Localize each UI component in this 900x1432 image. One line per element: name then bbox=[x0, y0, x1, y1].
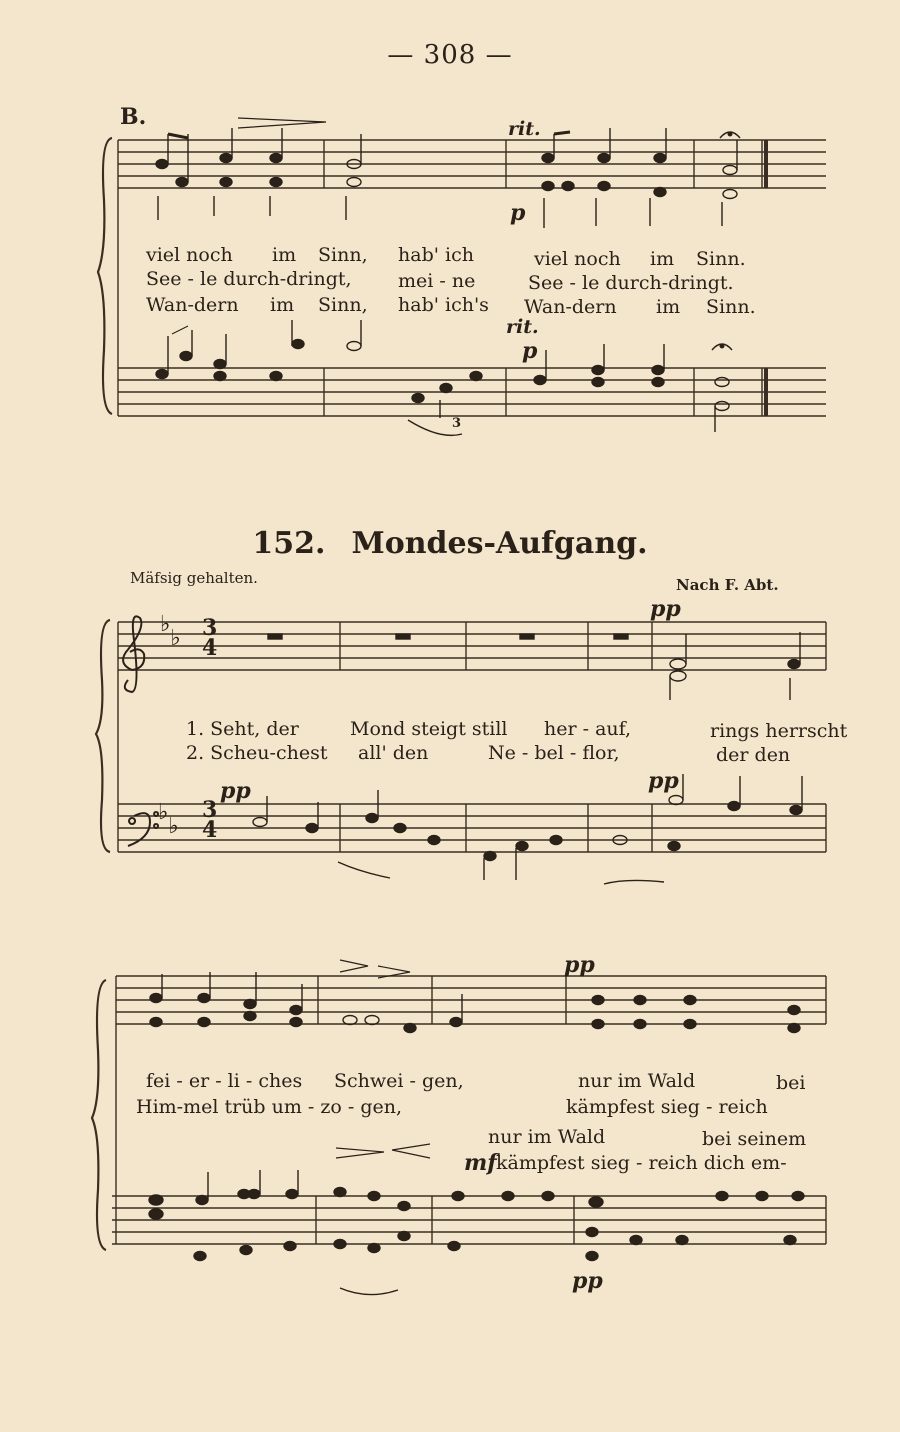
lyric-3-1: Wan-dern bbox=[146, 294, 239, 316]
lower-voice-line2-1: kämpfest sieg - reich dich em- bbox=[496, 1152, 787, 1174]
lyric-1-2: im bbox=[272, 244, 297, 266]
time-sig-bottom: 4 bbox=[202, 635, 218, 661]
key-signature-treble: ♭♭ bbox=[160, 612, 181, 651]
lyric-3-5: Wan-dern bbox=[524, 296, 617, 318]
verse2-lyric-1: 2. Scheu-chest bbox=[186, 742, 328, 764]
tempo-marking: Mäfsig gehalten. bbox=[130, 569, 258, 587]
section-label: B. bbox=[120, 104, 147, 130]
time-sig-top-bass: 3 bbox=[202, 797, 218, 823]
lyric-1-6: im bbox=[650, 248, 675, 270]
lyric-3-3: Sinn, bbox=[318, 294, 368, 316]
rit-mark-1: rit. bbox=[508, 118, 541, 140]
lyric-1-5: viel noch bbox=[534, 248, 621, 270]
stanza2-line2-2: kämpfest sieg - reich bbox=[566, 1096, 768, 1118]
dynamic-p-1: p bbox=[510, 200, 526, 226]
stanza2-line1-3: nur im Wald bbox=[578, 1070, 696, 1092]
dynamic-pp-1: pp bbox=[650, 596, 681, 622]
lyric-3-2: im bbox=[270, 294, 295, 316]
lyric-1-4: hab' ich bbox=[398, 244, 474, 266]
verse1-lyric-2: Mond steigt still bbox=[350, 718, 508, 740]
lyric-3-7: Sinn. bbox=[706, 296, 756, 318]
lyric-1-3: Sinn, bbox=[318, 244, 368, 266]
lyric-2-2: mei - ne bbox=[398, 270, 476, 292]
time-sig-top: 3 bbox=[202, 615, 218, 641]
song-name: Mondes-Aufgang. bbox=[351, 526, 648, 561]
verse1-lyric-1: 1. Seht, der bbox=[186, 718, 299, 740]
lyric-2-1: See - le durch-dringt, bbox=[146, 268, 352, 290]
lyric-1-7: Sinn. bbox=[696, 248, 746, 270]
dynamic-pp-3: pp bbox=[648, 768, 679, 794]
stanza2-line1-1: fei - er - li - ches bbox=[146, 1070, 303, 1092]
notes-system1-bottom bbox=[156, 320, 732, 435]
lower-voice-line1-1: nur im Wald bbox=[488, 1126, 606, 1148]
notes-system3-upper bbox=[150, 960, 800, 1033]
staff-system3-upper bbox=[116, 976, 826, 1024]
staff-system3-lower bbox=[112, 1196, 826, 1244]
rit-mark-2: rit. bbox=[506, 316, 539, 338]
key-signature-bass: ♭♭ bbox=[158, 800, 179, 839]
lyric-1-1: viel noch bbox=[146, 244, 233, 266]
page-number: — 308 — bbox=[387, 40, 513, 70]
song-title bbox=[0, 526, 900, 561]
verse1-lyric-3: her - auf, bbox=[544, 718, 632, 740]
stanza2-line1-4: bei bbox=[776, 1072, 806, 1094]
verse2-lyric-3: Ne - bel - flor, bbox=[488, 742, 620, 764]
lyric-3-6: im bbox=[656, 296, 681, 318]
staff-song-bass bbox=[118, 804, 826, 852]
time-sig-bottom-bass: 4 bbox=[202, 817, 218, 843]
dynamic-pp-4: pp bbox=[564, 952, 595, 978]
stems-system1-lower-voice bbox=[158, 196, 722, 228]
staff-song-treble bbox=[118, 622, 826, 670]
song-treble-clef bbox=[123, 616, 144, 692]
dynamic-pp-5: pp bbox=[572, 1268, 603, 1294]
lyric-2-3: See - le durch-dringt. bbox=[528, 272, 734, 294]
verse1-lyric-4: rings herrscht bbox=[710, 720, 848, 742]
stanza2-line2-1: Him-mel trüb um - zo - gen, bbox=[136, 1096, 402, 1118]
system-braces bbox=[92, 138, 112, 1250]
decrescendo-hairpin bbox=[238, 118, 326, 128]
dynamic-pp-2: pp bbox=[220, 778, 251, 804]
dynamic-p-2: p bbox=[522, 338, 538, 364]
lyric-3-4: hab' ich's bbox=[398, 294, 489, 316]
composer-credit: Nach F. Abt. bbox=[676, 576, 779, 594]
verse2-lyric-2: all' den bbox=[358, 742, 429, 764]
dynamic-mf: mf bbox=[464, 1150, 497, 1176]
triplet-mark: 3 bbox=[452, 416, 462, 431]
time-signature-treble bbox=[202, 615, 218, 661]
verse2-lyric-4: der den bbox=[716, 744, 791, 766]
lower-voice-line1-2: bei seinem bbox=[702, 1128, 807, 1150]
song-number: 152. bbox=[252, 526, 326, 561]
song-treble-rests bbox=[268, 632, 800, 700]
stanza2-line1-2: Schwei - gen, bbox=[334, 1070, 464, 1092]
time-signature-bass bbox=[202, 797, 218, 843]
